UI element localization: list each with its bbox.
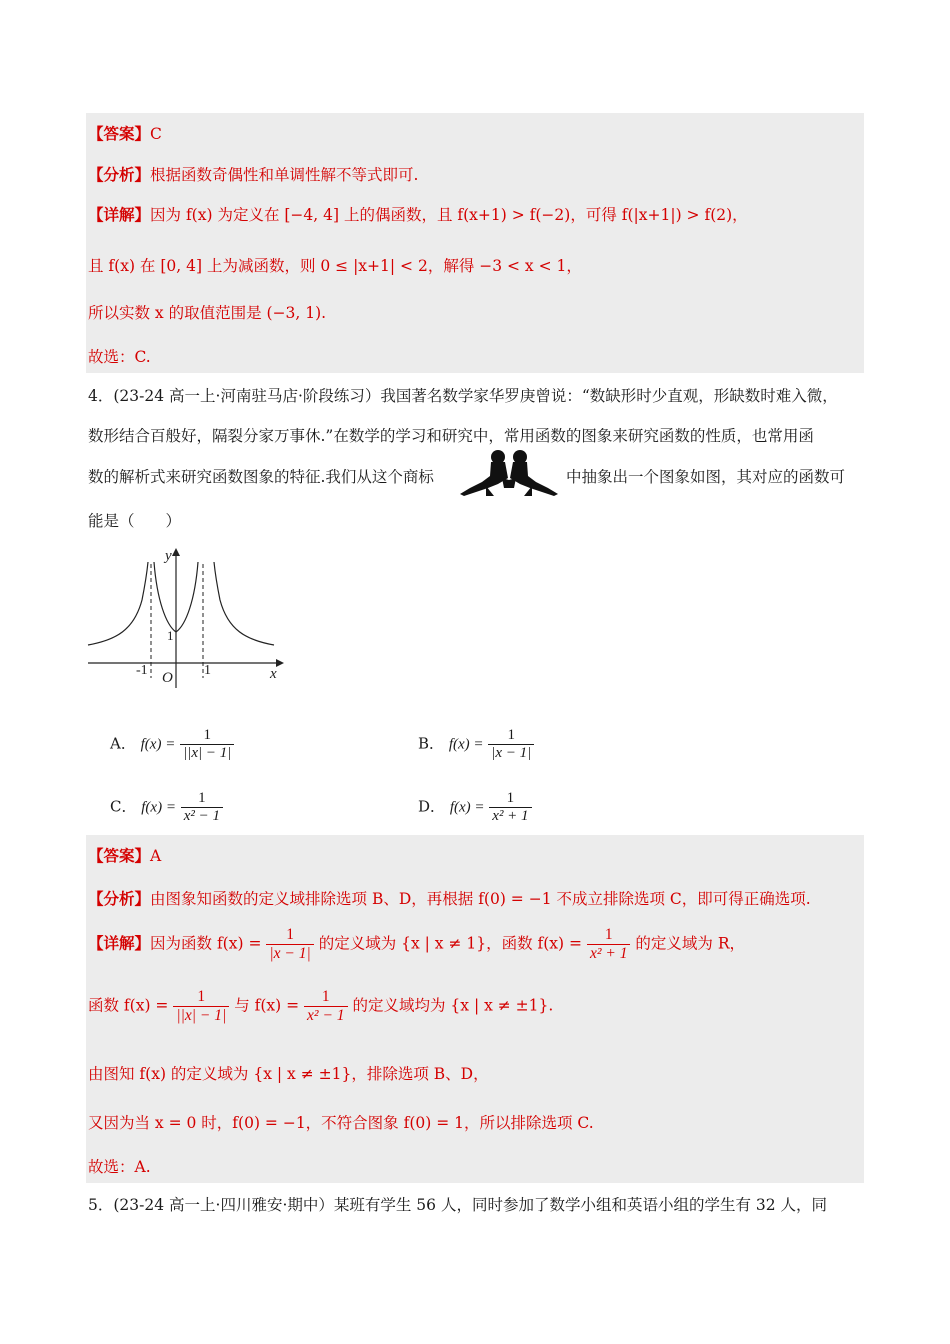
option-a-fx: f(x) = xyxy=(140,736,176,753)
q3-detail-tag: 【详解】 xyxy=(88,205,151,224)
q3-detail-text1: 因为 f(x) 为定义在 [−4, 4] 上的偶函数，且 f(x+1) > f(−2)，可得 f(|x+1|) > f(2)， xyxy=(150,206,748,224)
q4-detail1-a: 因为函数 f(x) = xyxy=(150,934,262,953)
q4-detail-line1 xyxy=(88,926,745,963)
option-a-numerator: 1 xyxy=(180,727,234,745)
option-b-fraction xyxy=(488,727,534,762)
option-a-fraction xyxy=(180,727,234,762)
q4-analysis-tag: 【分析】 xyxy=(88,889,151,908)
option-d-label: D． xyxy=(418,797,446,816)
frac-denominator: x² − 1 xyxy=(307,1007,345,1024)
option-c-fraction xyxy=(181,790,223,825)
q4-detail1-frac2 xyxy=(587,926,631,963)
q3-detail-line2: 且 f(x) 在 [0, 4] 上为减函数，则 0 ≤ |x+1| < 2，解得 −3 < x < 1， xyxy=(88,257,582,275)
q5-stem-line1: 5．(23-24 高一上·四川雅安·期中）某班有学生 56 人，同时参加了数学小组和英语小组的学生有 32 人，同 xyxy=(88,1196,828,1214)
q4-stem-line3a: 数的解析式来研究函数图象的特征.我们从这个商标 xyxy=(88,468,434,486)
q4-stem-line2: 数形结合百般好，隔裂分家万事休.”在数学的学习和研究中，常用函数的图象来研究函数的性质，也常用函 xyxy=(88,427,814,445)
option-a-label: A． xyxy=(110,734,136,753)
option-b-numerator: 1 xyxy=(488,727,534,745)
curve-left-branch xyxy=(88,562,148,645)
q3-analysis-text: 根据函数奇偶性和单调性解不等式即可. xyxy=(150,166,419,184)
q4-option-a[interactable] xyxy=(110,727,234,762)
option-c-numerator: 1 xyxy=(181,790,223,808)
q4-option-d[interactable] xyxy=(418,790,532,825)
kappa-logo-icon xyxy=(458,448,560,498)
q4-detail-line4: 又因为当 x = 0 时，f(0) = −1，不符合图象 f(0) = 1，所以排除选项 C. xyxy=(88,1114,594,1132)
q4-detail1-c: 的定义域为 R， xyxy=(635,934,745,953)
q4-analysis-text: 由图象知函数的定义域排除选项 B、D，再根据 f(0) = −1 不成立排除选项 C，即可得正确选项. xyxy=(150,890,811,908)
frac-denominator: |x − 1| xyxy=(269,945,311,962)
q4-detail1-frac1 xyxy=(266,926,313,963)
option-d-fx: f(x) = xyxy=(449,799,485,816)
q4-conclusion: 故选：A. xyxy=(88,1158,151,1176)
q4-stem-line1: 4．(23-24 高一上·河南驻马店·阶段练习）我国著名数学家华罗庚曾说：“数缺形时少直观，形缺数时难入微， xyxy=(88,387,838,405)
origin-label: O xyxy=(162,670,173,686)
option-a-denominator: ||x| − 1| xyxy=(183,745,232,761)
q4-option-b[interactable] xyxy=(418,727,534,762)
q3-detail-line1 xyxy=(88,203,748,225)
q3-analysis-tag: 【分析】 xyxy=(88,165,151,184)
q4-detail2-frac2 xyxy=(304,988,348,1025)
q3-solution-box xyxy=(86,113,864,373)
q4-stem-line4: 能是（ ） xyxy=(88,512,182,530)
frac-denominator: x² + 1 xyxy=(589,945,628,962)
q4-detail2-b: 与 f(x) = xyxy=(234,996,300,1015)
q3-detail-line3: 所以实数 x 的取值范围是 (−3, 1). xyxy=(88,304,327,322)
y-axis-label: y xyxy=(165,548,172,564)
q4-detail1-b: 的定义域为 {x | x ≠ 1}，函数 f(x) = xyxy=(318,934,583,953)
x-axis-arrow-icon xyxy=(276,659,284,667)
y-axis-arrow-icon xyxy=(172,548,180,556)
q4-analysis xyxy=(88,887,811,909)
option-c-label: C． xyxy=(110,797,137,816)
option-c-fx: f(x) = xyxy=(141,799,176,816)
q4-detail-line2 xyxy=(88,988,553,1025)
option-d-numerator: 1 xyxy=(489,790,531,808)
q4-stem-line3b: 中抽象出一个图象如图，其对应的函数可 xyxy=(566,468,846,486)
option-c-denominator: x² − 1 xyxy=(183,808,221,824)
q4-detail2-a: 函数 f(x) = xyxy=(88,996,169,1015)
q4-option-c[interactable] xyxy=(110,790,223,825)
q4-answer-value: A xyxy=(150,847,162,865)
y-intercept-label: 1 xyxy=(167,628,174,643)
q4-detail2-c: 的定义域均为 {x | x ≠ ±1}. xyxy=(352,996,554,1015)
q3-conclusion: 故选：C. xyxy=(88,348,151,366)
q3-answer xyxy=(88,122,162,144)
q4-detail-tag: 【详解】 xyxy=(88,933,151,953)
frac-denominator: ||x| − 1| xyxy=(176,1007,227,1024)
q4-detail2-frac1 xyxy=(173,988,229,1025)
q4-answer xyxy=(88,844,161,866)
q3-answer-value: C xyxy=(150,125,162,143)
q3-answer-tag: 【答案】 xyxy=(88,124,151,143)
curve-right-branch xyxy=(214,562,274,645)
tick-label-pos1: 1 xyxy=(204,663,211,678)
frac-numerator: 1 xyxy=(304,988,348,1007)
x-axis-label: x xyxy=(270,666,277,682)
option-b-label: B． xyxy=(418,734,445,753)
option-b-denominator: |x − 1| xyxy=(491,745,532,761)
q4-function-graph xyxy=(86,540,296,690)
option-d-denominator: x² + 1 xyxy=(492,808,529,824)
frac-numerator: 1 xyxy=(266,926,313,945)
option-d-fraction xyxy=(489,790,531,825)
q4-answer-tag: 【答案】 xyxy=(88,846,151,865)
q4-detail-line3: 由图知 f(x) 的定义域为 {x | x ≠ ±1}，排除选项 B、D， xyxy=(88,1065,489,1083)
frac-numerator: 1 xyxy=(587,926,631,945)
q3-analysis xyxy=(88,163,418,185)
frac-numerator: 1 xyxy=(173,988,229,1007)
tick-label-neg1: -1 xyxy=(136,663,148,678)
option-b-fx: f(x) = xyxy=(448,736,484,753)
